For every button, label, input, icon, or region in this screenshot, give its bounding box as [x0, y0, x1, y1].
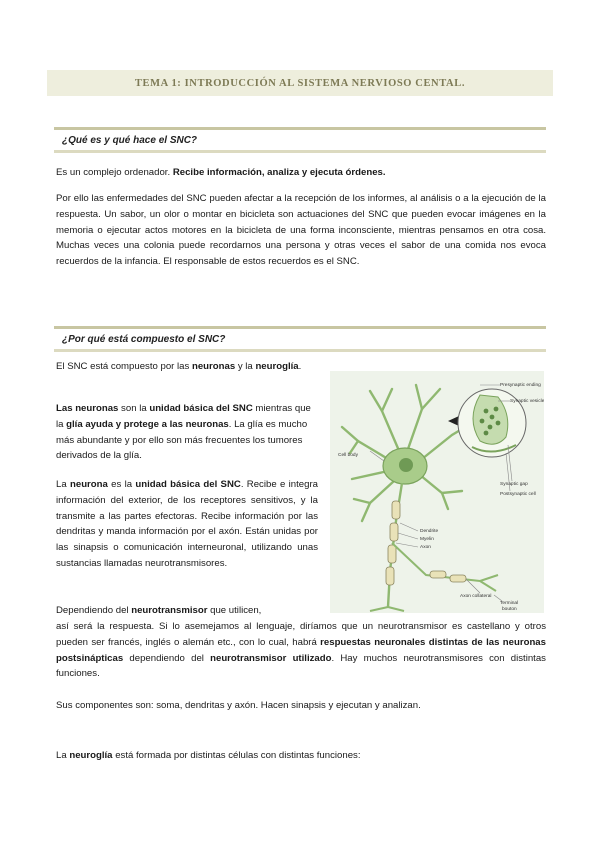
bold-text: Recibe información, analiza y ejecuta órdenes. [172, 167, 386, 178]
paragraph-6 [56, 603, 318, 619]
bold-text: neuroglía [69, 750, 113, 761]
label-presynaptic: Presynaptic ending [500, 383, 541, 388]
paragraph-7 [56, 619, 546, 682]
paragraph-9 [56, 748, 546, 764]
paragraph-8 [56, 698, 546, 714]
paragraph-5 [56, 477, 318, 572]
section-heading-1-label: ¿Qué es y qué hace el SNC? [62, 134, 198, 146]
bold-text: unidad básica del SNC [135, 479, 241, 490]
text: . La glía es mucho más abundante y por ello son más frecuentes los tumores derivados de la glía. [56, 418, 308, 462]
text: La [56, 479, 70, 490]
bold-text: respuestas neuronales distintas de las neuronas postsinápticas [56, 636, 546, 664]
nucleus [399, 458, 413, 472]
bold-text: glía ayuda y protege a las neuronas [66, 418, 229, 430]
label-cell-body: Cell body [338, 453, 358, 458]
text: Sus componentes son: soma, dendritas y axón. Hacen sinapsis y ejecutan y analizan. [56, 700, 421, 711]
paragraph-4 [56, 401, 318, 464]
section-heading-2-label: ¿Por qué está compuesto el SNC? [62, 333, 226, 345]
page-title: TEMA 1: INTRODUCCIÓN AL SISTEMA NERVIOSO CENTAL. [134, 77, 466, 89]
section-heading-2 [54, 326, 546, 352]
text: y la [235, 361, 256, 372]
paragraph-1 [56, 165, 546, 181]
text: dependiendo del [123, 652, 211, 664]
text: . Recibe e integra información del exterior, de los receptores sensitivos, y la transmite a las partes efectoras. Recibe información por las dendritas y manda información por el axón. Están unidas por las sinapsis o comunicación interneuronal, utilizando unas sustancias llamadas neurotransmisores. [56, 479, 318, 569]
label-postsynaptic: Postsynaptic cell [500, 492, 536, 497]
text: está formada por distintas células con distintas funciones: [112, 750, 361, 761]
text: . Hay muchos neurotransmisores con distintas funciones. [56, 652, 546, 680]
text: . [298, 361, 302, 372]
bold-text: unidad básica del SNC [149, 403, 253, 414]
neuron-illustration [330, 371, 544, 613]
rule-bottom [54, 349, 546, 352]
label-vesicle: Synaptic vesicle [510, 399, 544, 404]
label-axon: Axon [420, 545, 431, 550]
bold-text: neurotransmisor utilizado [210, 652, 332, 664]
bold-text: neuronas [191, 361, 236, 372]
label-collateral: Axon collateral [460, 594, 492, 599]
text: Dependiendo del [56, 605, 132, 616]
text: Por ello las enfermedades del SNC pueden afectar a la recepción de los informes, al análisis o a la ejecución de la respuesta. Un sabor, un olor o montar en bicicleta son actuaciones del SNC que pueden evocar imágenes en la memoria o ejecutar actos motores en la bicicleta de una forma inconsciente, mientras pensamos en otra cosa. Muchas veces una colonia puede recordarnos una persona y otras veces el sabor de una comida nos evoca recuerdos de la infancia. El responsable de estos recuerdos es el SNC. [56, 193, 546, 268]
rule-bottom [54, 150, 546, 153]
label-terminal: Terminal [500, 601, 519, 606]
neuron-diagram [330, 371, 544, 613]
label-dendrite: Dendrite [420, 529, 439, 534]
label-gap: Synaptic gap [500, 482, 528, 487]
paragraph-2 [56, 191, 546, 270]
text: Es un complejo ordenador. [56, 167, 173, 178]
bold-text: Las neuronas [56, 403, 119, 414]
bold-text: neurona [70, 479, 108, 490]
text: La [56, 750, 70, 761]
text: así será la respuesta. Si lo asemejamos al lenguaje, diríamos que un neurotransmisor es castellano y otros pueden ser francés, inglés o alemán etc., con lo cual, habrá [56, 621, 546, 648]
text: mientras que la [56, 403, 311, 430]
section-heading-1 [54, 127, 546, 153]
text: El SNC está compuesto por las [56, 361, 192, 372]
text: es la [107, 479, 136, 490]
bold-text: neurotransmisor [131, 605, 208, 616]
label-bouton: bouton [502, 607, 517, 612]
paragraph-3 [56, 359, 318, 375]
label-myelin: Myelin [420, 537, 434, 542]
title-banner [47, 70, 553, 96]
text: que utilicen, [207, 605, 262, 616]
bold-text: neuroglía [255, 361, 299, 372]
text: son la [118, 403, 150, 414]
